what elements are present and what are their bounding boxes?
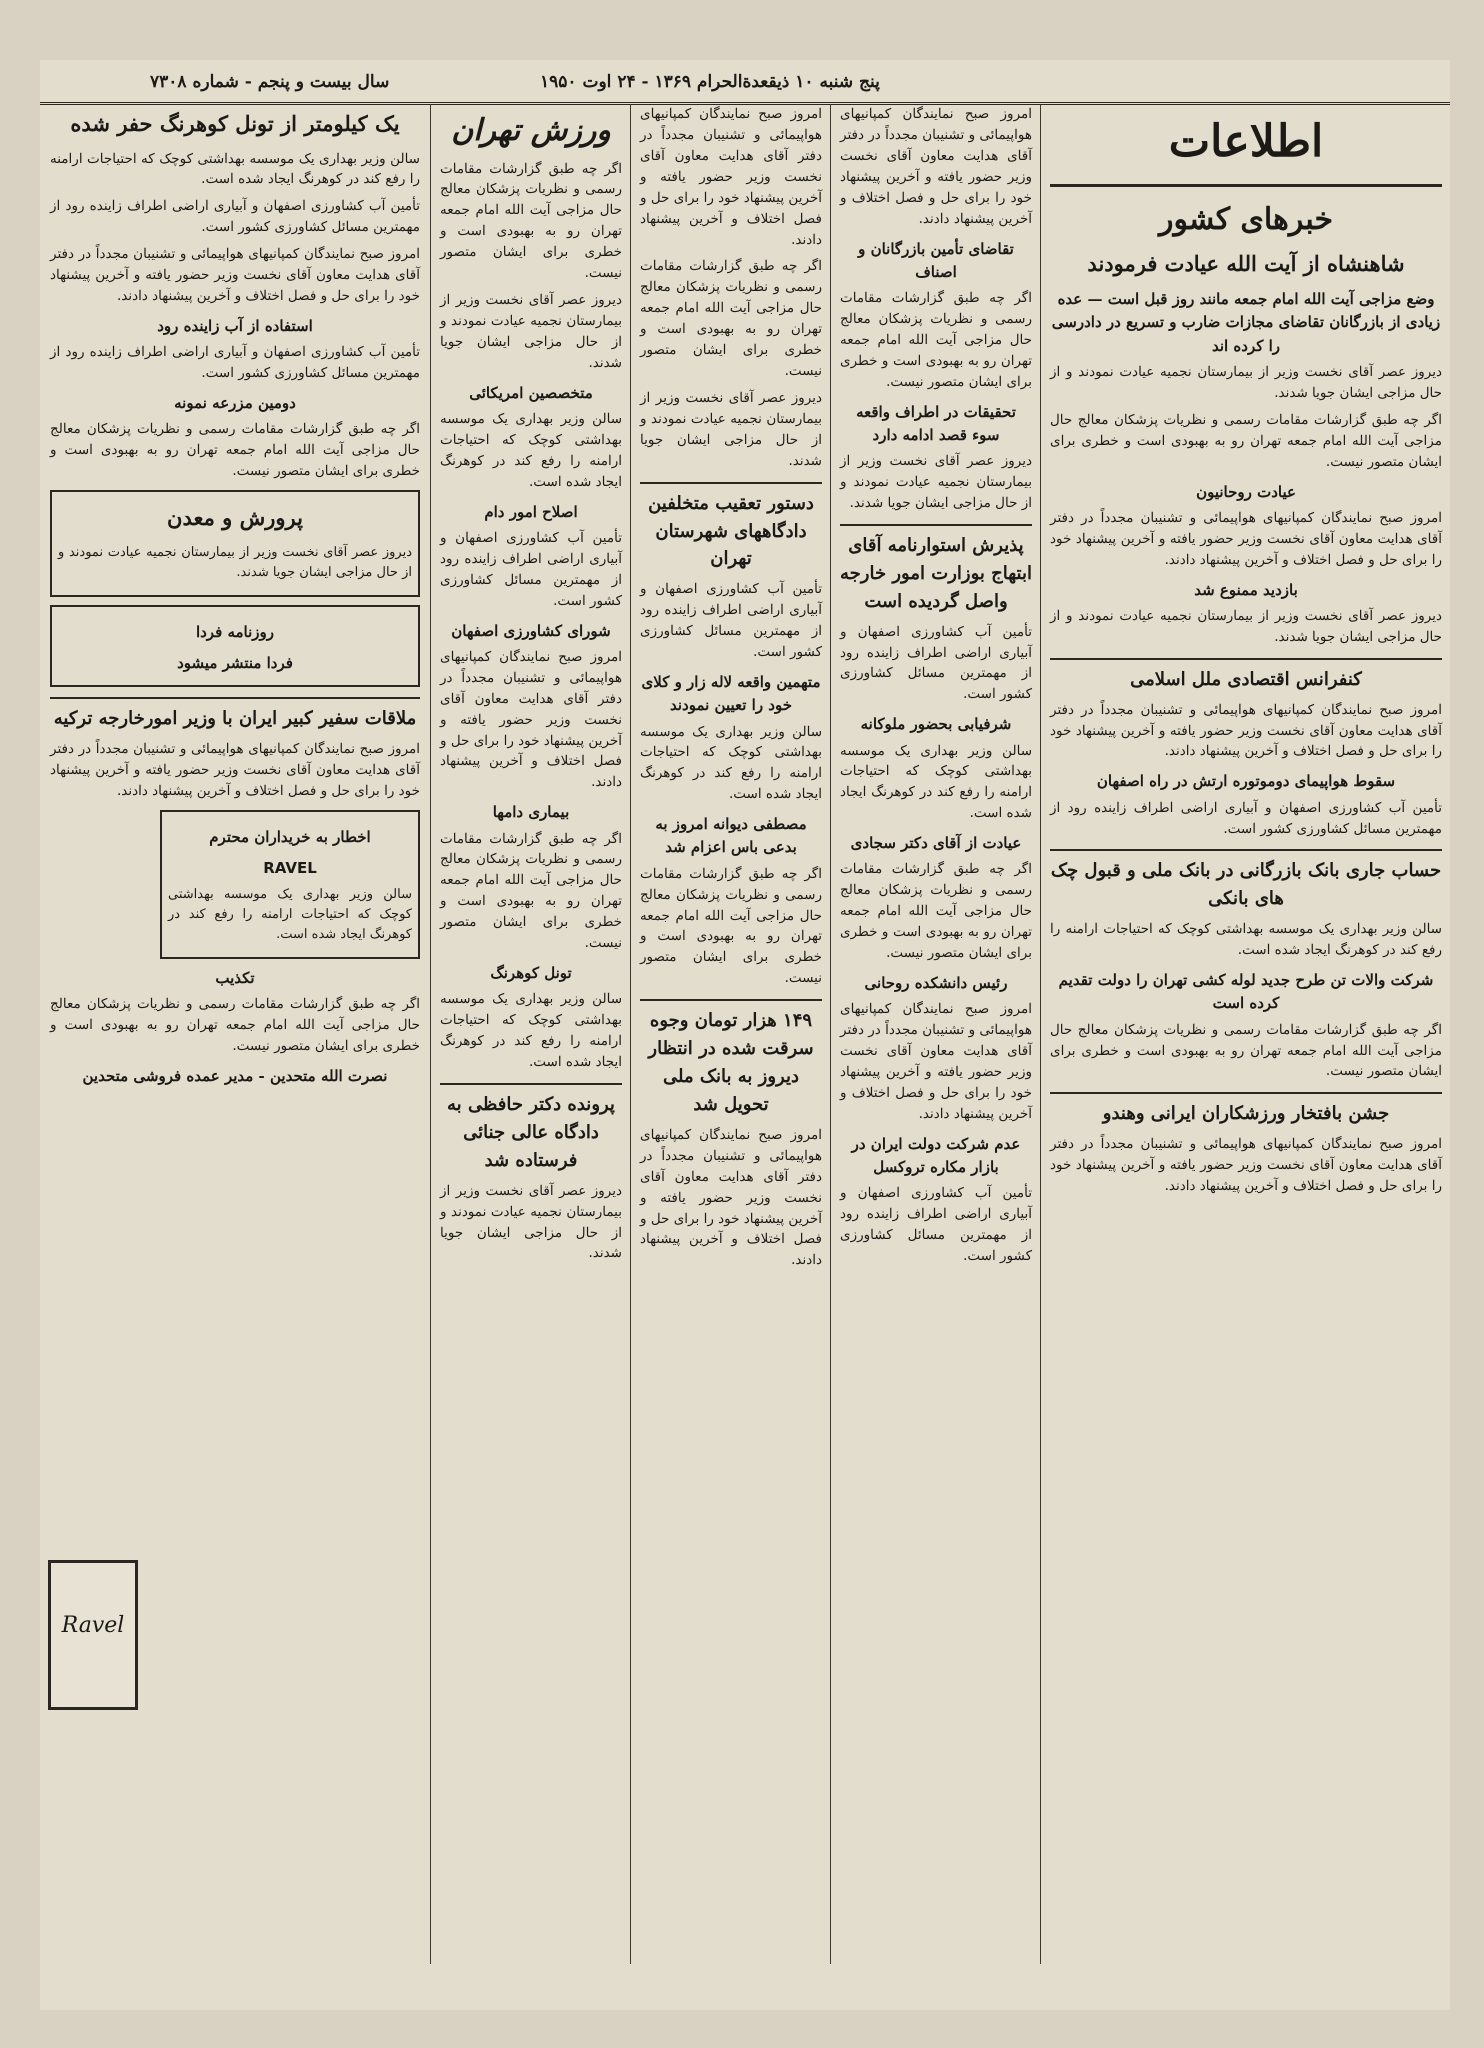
article-text: امروز صبح نمایندگان کمپانیهای هواپیمائی و تشنیبان مجدداً در دفتر آقای هدایت معاون آقای نخست وزیر حضور یافته و آخرین پیشنهاد خود را برای حل و فصل اختلاف و آخرین پیشنهاد دادند. — [1050, 1136, 1442, 1195]
subhead: روزنامه فردا — [195, 622, 275, 641]
article-text: اگر چه طبق گزارشات مقامات رسمی و نظریات پزشکان معالج حال مزاجی آیت الله امام جمعه تهران رو به بهبودی است و خطری برای ایشان متصور نیست. — [50, 421, 420, 480]
article-text: سالن وزیر بهداری یک موسسه بهداشتی کوچک که احتیاجات ارامنه را رفع کند در کوهرنگ ایجاد شده است. — [640, 723, 822, 803]
column-rule — [630, 104, 631, 1964]
article-text: اگر چه طبق گزارشات مقامات رسمی و نظریات پزشکان معالج حال مزاجی آیت الله امام جمعه تهران رو به بهبودی است و خطری برای ایشان متصور نیست. — [1050, 411, 1442, 470]
article-text: امروز صبح نمایندگان کمپانیهای هواپیمائی و تشنیبان مجدداً در دفتر آقای هدایت معاون آقای نخست وزیر حضور یافته و آخرین پیشنهاد خود را برای حل و فصل اختلاف و آخرین پیشنهاد دادند. — [50, 741, 420, 800]
subhead: تحقیقات در اطراف واقعه سوء قصد ادامه دارد — [856, 402, 1016, 444]
article-text: سالن وزیر بهداری یک موسسه بهداشتی کوچک که احتیاجات ارامنه را رفع کند در کوهرنگ ایجاد شده است. — [50, 150, 420, 188]
kuhrang-headline: یک کیلومتر از تونل کوهرنگ حفر شده — [70, 111, 400, 136]
subhead: دستور تعقیب متخلفین دادگاههای شهرستان تهران — [640, 482, 822, 574]
article-text: دیروز عصر آقای نخست وزیر از بیمارستان نجمیه عیادت نمودند و از حال مزاجی ایشان جویا شدند. — [440, 292, 622, 371]
article-text: دیروز عصر آقای نخست وزیر از بیمارستان نجمیه عیادت نمودند و از حال مزاجی ایشان جویا شدند. — [640, 389, 822, 469]
article-text: دیروز عصر آقای نخست وزیر از بیمارستان نجمیه عیادت نمودند و از حال مزاجی ایشان جویا شدند. — [58, 544, 412, 580]
subhead: شرکت والات تن طرح جدید لوله کشی تهران را دولت تقدیم کرده است — [1058, 971, 1434, 1013]
ravel-ad — [160, 810, 420, 959]
bottom-banner: ملاقات سفیر کبیر ایران با وزیر امورخارجه ترکیه — [50, 697, 420, 733]
subhead: دومین مزرعه نمونه — [174, 394, 296, 413]
sports-title: ورزش تهران — [451, 113, 611, 148]
subhead: بازدید ممنوع شد — [1194, 580, 1298, 599]
article-text: اگر چه طبق گزارشات مقامات رسمی و نظریات پزشکان معالج حال مزاجی آیت الله امام جمعه تهران رو به بهبودی است و خطری برای ایشان متصور نیست. — [640, 258, 822, 380]
subhead: کنفرانس اقتصادی ملل اسلامی — [1050, 658, 1442, 694]
headline-deck: وضع مزاجی آیت الله امام جمعه مانند روز قبل است — عده زیادی از بازرگانان تقاضای مجازات ضارب و تسریع در دادرسی را کرده اند — [1051, 290, 1441, 355]
article-text: تأمین آب کشاورزی اصفهان و آبیاری اراضی اطراف زاینده رود از مهمترین مسائل کشاورزی کشور است. — [840, 623, 1032, 703]
article-text: اگر چه طبق گزارشات مقامات رسمی و نظریات پزشکان معالج حال مزاجی آیت الله امام جمعه تهران رو به بهبودی است و خطری برای ایشان متصور نیست. — [440, 830, 622, 952]
article-text: امروز صبح نمایندگان کمپانیهای هواپیمائی و تشنیبان مجدداً در دفتر آقای هدایت معاون آقای نخست وزیر حضور یافته و آخرین پیشنهاد خود را برای حل و فصل اختلاف و آخرین پیشنهاد دادند. — [50, 246, 420, 305]
article-text: امروز صبح نمایندگان کمپانیهای هواپیمائی و تشنیبان مجدداً در دفتر آقای هدایت معاون آقای نخست وزیر حضور یافته و آخرین پیشنهاد خود را برای حل و فصل اختلاف و آخرین پیشنهاد دادند. — [1050, 509, 1442, 568]
subhead: ۱۴۹ هزار تومان وجوه سرقت شده در انتظار دیروز به بانک ملی تحویل شد — [640, 999, 822, 1119]
subhead: مصطفی دیوانه امروز به بدعی باس اعزام شد — [655, 815, 807, 857]
article-text: اگر چه طبق گزارشات مقامات رسمی و نظریات پزشکان معالج حال مزاجی آیت الله امام جمعه تهران رو به بهبودی است و خطری برای ایشان متصور نیست. — [840, 861, 1032, 962]
subhead: پرونده دکتر حافظی به دادگاه عالی جنائی فرستاده شد — [440, 1083, 622, 1175]
right-column — [1042, 104, 1450, 1964]
newspaper-logo: اطلاعات — [1050, 108, 1442, 187]
education-box — [50, 490, 420, 597]
subhead: شرفیابی بحضور ملوکانه — [860, 715, 1012, 734]
article-text: دیروز عصر آقای نخست وزیر از بیمارستان نجمیه عیادت نمودند و از حال مزاجی ایشان جویا شدند. — [840, 453, 1032, 511]
article-text: سالن وزیر بهداری یک موسسه بهداشتی کوچک که احتیاجات ارامنه را رفع کند در کوهرنگ ایجاد شده است. — [440, 991, 622, 1071]
ravel-brand: Ravel — [61, 1613, 125, 1638]
article-text: امروز صبح نمایندگان کمپانیهای هواپیمائی و تشنیبان مجدداً در دفتر آقای هدایت معاون آقای نخست وزیر حضور یافته و آخرین پیشنهاد خود را برای حل و فصل اختلاف و آخرین پیشنهاد دادند. — [640, 106, 822, 248]
subhead: بیماری دامها — [492, 803, 570, 822]
subhead: متخصصین امریکائی — [469, 383, 593, 402]
article-text: دیروز عصر آقای نخست وزیر از بیمارستان نجمیه عیادت نمودند و از حال مزاجی ایشان جویا شدند. — [1050, 607, 1442, 645]
column-2 — [832, 104, 1040, 1964]
column-3 — [632, 104, 830, 1964]
article-text: اگر چه طبق گزارشات مقامات رسمی و نظریات پزشکان معالج حال مزاجی آیت الله امام جمعه تهران رو به بهبودی است و خطری برای ایشان متصور نیست. — [840, 290, 1032, 390]
subhead: اخطار به خریداران محترم — [209, 828, 371, 847]
subhead: تکذیب — [215, 969, 255, 988]
article-text: تأمین آب کشاورزی اصفهان و آبیاری اراضی اطراف زاینده رود از مهمترین مسائل کشاورزی کشور است. — [1050, 799, 1442, 837]
article-text: امروز صبح نمایندگان کمپانیهای هواپیمائی و تشنیبان مجدداً در دفتر آقای هدایت معاون آقای نخست وزیر حضور یافته و آخرین پیشنهاد خود را برای حل و فصل اختلاف و آخرین پیشنهاد دادند. — [840, 1001, 1032, 1122]
ravel-label: RAVEL — [263, 859, 317, 878]
subhead: تقاضای تأمین بازرگانان و اصناف — [858, 239, 1014, 281]
subhead: اصلاح امور دام — [484, 502, 578, 521]
article-text: سالن وزیر بهداری یک موسسه بهداشتی کوچک که احتیاجات ارامنه را رفع کند در کوهرنگ ایجاد شده است. — [440, 410, 622, 490]
tomorrow-box — [50, 605, 420, 688]
column-rule — [830, 104, 831, 1964]
subhead: جشن بافتخار ورزشکاران ایرانی وهندو — [1050, 1092, 1442, 1128]
article-text: سالن وزیر بهداری یک موسسه بهداشتی کوچک که احتیاجات ارامنه را رفع کند در کوهرنگ ایجاد شده است. — [168, 886, 412, 942]
article-text: اگر چه طبق گزارشات مقامات رسمی و نظریات پزشکان معالج حال مزاجی آیت الله امام جمعه تهران رو به بهبودی است و خطری برای ایشان متصور نیست. — [640, 865, 822, 987]
article-text: تأمین آب کشاورزی اصفهان و آبیاری اراضی اطراف زاینده رود از مهمترین مسائل کشاورزی کشور است. — [840, 1185, 1032, 1265]
article-text: اگر چه طبق گزارشات مقامات رسمی و نظریات پزشکان معالج حال مزاجی آیت الله امام جمعه تهران رو به بهبودی است و خطری برای ایشان متصور نیست. — [1050, 1021, 1442, 1080]
subhead: عیادت روحانیون — [1196, 482, 1296, 501]
article-text: سالن وزیر بهداری یک موسسه بهداشتی کوچک که احتیاجات ارامنه را رفع کند در کوهرنگ ایجاد شده است. — [840, 742, 1032, 822]
subhead: شورای کشاورزی اصفهان — [451, 621, 611, 640]
subhead: فردا منتشر میشود — [177, 654, 293, 673]
subhead: عیادت از آقای دکتر سجادی — [850, 834, 1022, 853]
dateline: پنج شنبه ۱۰ ذیقعدةالحرام ۱۳۶۹ - ۲۴ اوت ۱۹۵۰ — [540, 72, 880, 92]
subhead: استفاده از آب زاینده رود — [157, 317, 313, 335]
subhead: حساب جاری بانک بازرگانی در بانک ملی و قبول چک های بانکی — [1050, 849, 1442, 913]
article-text: امروز صبح نمایندگان کمپانیهای هواپیمائی و تشنیبان مجدداً در دفتر آقای هدایت معاون آقای نخست وزیر حضور یافته و آخرین پیشنهاد خود را برای حل و فصل اختلاف و آخرین پیشنهاد دادند. — [1050, 701, 1442, 760]
article-text: امروز صبح نمایندگان کمپانیهای هواپیمائی و تشنیبان مجدداً در دفتر آقای هدایت معاون آقای نخست وزیر حضور یافته و آخرین پیشنهاد خود را برای حل و فصل اختلاف و آخرین پیشنهاد دادند. — [440, 648, 622, 791]
masthead — [40, 62, 1450, 105]
article-text: سالن وزیر بهداری یک موسسه بهداشتی کوچک که احتیاجات ارامنه را رفع کند در کوهرنگ ایجاد شده است. — [1050, 921, 1442, 959]
ravel-logo — [48, 1560, 138, 1710]
article-text: اگر چه طبق گزارشات مقامات رسمی و نظریات پزشکان معالج حال مزاجی آیت الله امام جمعه تهران رو به بهبودی است و خطری برای ایشان متصور نیست. — [440, 160, 622, 282]
subhead: متهمین واقعه لاله زار و کلای خود را تعیین نمودند — [641, 673, 821, 715]
subhead: رئیس دانشکده روحانی — [864, 974, 1008, 993]
article-text: دیروز عصر آقای نخست وزیر از بیمارستان نجمیه عیادت نمودند و از حال مزاجی ایشان جویا شدند. — [1050, 363, 1442, 401]
article-text: تأمین آب کشاورزی اصفهان و آبیاری اراضی اطراف زاینده رود از مهمترین مسائل کشاورزی کشور است. — [50, 344, 420, 382]
article-text: اگر چه طبق گزارشات مقامات رسمی و نظریات پزشکان معالج حال مزاجی آیت الله امام جمعه تهران رو به بهبودی است و خطری برای ایشان متصور نیست. — [50, 996, 420, 1055]
article-text: تأمین آب کشاورزی اصفهان و آبیاری اراضی اطراف زاینده رود از مهمترین مسائل کشاورزی کشور است. — [640, 581, 822, 661]
column-rule — [1040, 104, 1041, 1964]
subhead: پذیرش استوارنامه آقای ابتهاج بوزارت امور خارجه واصل گردیده است — [840, 524, 1032, 616]
article-text: تأمین آب کشاورزی اصفهان و آبیاری اراضی اطراف زاینده رود از مهمترین مسائل کشاورزی کشور است. — [440, 529, 622, 609]
article-text: امروز صبح نمایندگان کمپانیهای هواپیمائی و تشنیبان مجدداً در دفتر آقای هدایت معاون آقای نخست وزیر حضور یافته و آخرین پیشنهاد خود را برای حل و فصل اختلاف و آخرین پیشنهاد دادند. — [840, 106, 1032, 227]
article-text: تأمین آب کشاورزی اصفهان و آبیاری اراضی اطراف زاینده رود از مهمترین مسائل کشاورزی کشور است. — [50, 198, 420, 236]
subhead: سقوط هواپیمای دوموتوره ارتش در راه اصفهان — [1096, 772, 1396, 791]
issue-number: سال بیست و پنجم - شماره ۷۳۰۸ — [150, 72, 390, 92]
article-text: دیروز عصر آقای نخست وزیر از بیمارستان نجمیه عیادت نمودند و از حال مزاجی ایشان جویا شدند. — [440, 1182, 622, 1262]
subhead: تونل کوهرنگ — [490, 964, 572, 983]
article-text: امروز صبح نمایندگان کمپانیهای هواپیمائی و تشنیبان مجدداً در دفتر آقای هدایت معاون آقای نخست وزیر حضور یافته و آخرین پیشنهاد خود را برای حل و فصل اختلاف و آخرین پیشنهاد دادند. — [640, 1126, 822, 1269]
column-4 — [432, 104, 630, 1964]
subhead: پرورش و معدن — [167, 505, 303, 531]
main-headline: شاهنشاه از آیت الله عیادت فرمودند — [1087, 250, 1405, 276]
section-title: خبرهای کشور — [1158, 202, 1334, 238]
ad-signature: نصرت الله متحدین - مدیر عمده فروشی متحدین — [82, 1067, 388, 1086]
subhead: عدم شرکت دولت ایران در بازار مکاره تروکسل — [851, 1134, 1021, 1177]
column-rule — [430, 104, 431, 1964]
